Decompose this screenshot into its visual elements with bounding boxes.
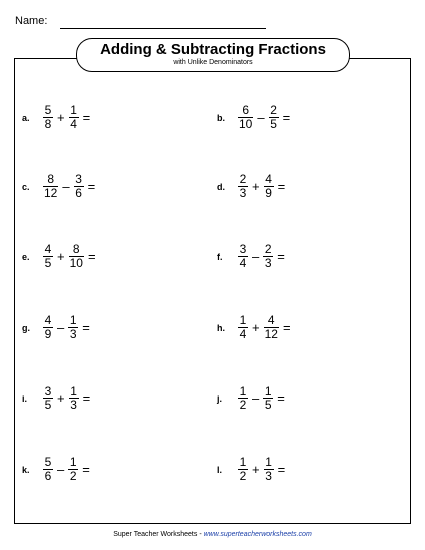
numerator: 3 [44, 384, 52, 398]
denominator: 3 [239, 186, 247, 200]
equals-sign: = [277, 462, 286, 477]
fraction-1 [238, 314, 248, 341]
operator: – [62, 179, 70, 194]
problem-letter: j. [217, 393, 223, 404]
denominator: 8 [44, 117, 52, 131]
numerator: 1 [69, 455, 77, 469]
operator: – [257, 110, 265, 125]
problem-letter: c. [22, 181, 30, 192]
fraction-1 [238, 456, 248, 483]
denominator: 5 [44, 256, 52, 270]
problem-i [22, 385, 90, 412]
denominator: 9 [44, 327, 52, 341]
fraction-1 [43, 385, 53, 412]
numerator: 1 [70, 384, 77, 398]
equals-sign: = [282, 320, 291, 335]
fraction-2 [264, 173, 274, 200]
denominator: 2 [69, 469, 77, 483]
equals-sign: = [277, 249, 285, 264]
operator: + [57, 249, 65, 264]
operator: – [57, 320, 65, 335]
equals-sign: = [282, 110, 291, 125]
title-box [76, 38, 350, 72]
worksheet-title: Adding & Subtracting Fractions [100, 41, 326, 58]
numerator: 1 [265, 455, 272, 469]
problem-h [217, 314, 291, 341]
problem-letter: b. [217, 112, 225, 123]
numerator: 4 [267, 313, 275, 327]
numerator: 4 [44, 313, 52, 327]
operator: – [57, 462, 65, 477]
equals-sign: = [87, 249, 96, 264]
denominator: 6 [44, 469, 52, 483]
problem-g [22, 314, 90, 341]
numerator: 1 [239, 455, 247, 469]
problem-e [22, 243, 96, 270]
numerator: 6 [242, 103, 250, 117]
equals-sign: = [82, 110, 91, 125]
fraction-1 [43, 243, 53, 270]
denominator: 12 [264, 327, 278, 341]
fraction-1 [238, 385, 248, 412]
problem-letter: k. [22, 464, 30, 475]
fraction-2 [69, 385, 79, 412]
denominator: 10 [239, 117, 253, 131]
problem-c [22, 173, 95, 200]
footer-link[interactable]: www.superteacherworksheets.com [203, 531, 312, 538]
numerator: 1 [239, 313, 247, 327]
problem-k [22, 456, 90, 483]
footer-brand: Super Teacher Worksheets [113, 531, 198, 538]
equals-sign: = [82, 462, 90, 477]
problem-letter: l. [217, 464, 223, 475]
denominator: 3 [264, 256, 272, 270]
fraction-2 [68, 456, 78, 483]
numerator: 8 [47, 172, 55, 186]
operator: + [57, 391, 65, 406]
numerator: 1 [264, 384, 272, 398]
numerator: 3 [239, 242, 247, 256]
fraction-2 [269, 104, 279, 131]
problem-j [217, 385, 285, 412]
denominator: 3 [265, 469, 272, 483]
numerator: 2 [239, 172, 247, 186]
equals-sign: = [82, 391, 91, 406]
fraction-1 [43, 104, 53, 131]
equals-sign: = [277, 391, 285, 406]
operator: + [252, 320, 260, 335]
numerator: 4 [265, 172, 272, 186]
name-label: Name: [15, 15, 48, 27]
fraction-1 [43, 456, 53, 483]
problem-letter: h. [217, 322, 225, 333]
denominator: 4 [239, 256, 247, 270]
operator: + [252, 462, 260, 477]
numerator: 2 [264, 242, 272, 256]
denominator: 2 [239, 469, 247, 483]
fraction-2 [263, 243, 273, 270]
denominator: 5 [44, 398, 52, 412]
denominator: 5 [264, 398, 272, 412]
denominator: 12 [44, 186, 58, 200]
fraction-2 [263, 385, 273, 412]
footer [0, 531, 425, 538]
numerator: 1 [70, 103, 77, 117]
numerator: 5 [44, 103, 52, 117]
numerator: 8 [72, 242, 80, 256]
problem-letter: d. [217, 181, 225, 192]
problem-b [217, 104, 290, 131]
denominator: 6 [75, 186, 82, 200]
fraction-2 [74, 173, 84, 200]
denominator: 3 [69, 327, 77, 341]
operator: + [252, 179, 260, 194]
denominator: 9 [265, 186, 272, 200]
problem-l [217, 456, 285, 483]
equals-sign: = [87, 179, 96, 194]
problem-letter: f. [217, 251, 223, 262]
fraction-1 [238, 173, 248, 200]
denominator: 5 [270, 117, 277, 131]
equals-sign: = [277, 179, 286, 194]
denominator: 10 [69, 256, 83, 270]
problem-letter: a. [22, 112, 30, 123]
denominator: 3 [70, 398, 77, 412]
denominator: 2 [239, 398, 247, 412]
fraction-2 [264, 314, 279, 341]
numerator: 2 [270, 103, 277, 117]
equals-sign: = [82, 320, 90, 335]
name-line [60, 28, 266, 29]
fraction-2 [69, 243, 84, 270]
fraction-2 [68, 314, 78, 341]
fraction-1 [43, 173, 58, 200]
operator: – [252, 391, 260, 406]
problem-letter: g. [22, 322, 30, 333]
denominator: 4 [239, 327, 247, 341]
problem-d [217, 173, 285, 200]
problem-letter: i. [22, 393, 28, 404]
problem-f [217, 243, 285, 270]
fraction-1 [238, 104, 253, 131]
numerator: 1 [239, 384, 247, 398]
numerator: 1 [69, 313, 77, 327]
problem-letter: e. [22, 251, 30, 262]
problem-a [22, 104, 90, 131]
fraction-1 [43, 314, 53, 341]
fraction-2 [264, 456, 274, 483]
operator: – [252, 249, 260, 264]
footer-separator: - [197, 531, 204, 538]
numerator: 3 [75, 172, 82, 186]
denominator: 4 [70, 117, 77, 131]
numerator: 4 [44, 242, 52, 256]
operator: + [57, 110, 65, 125]
numerator: 5 [44, 455, 52, 469]
fraction-1 [238, 243, 248, 270]
fraction-2 [69, 104, 79, 131]
worksheet-subtitle: with Unlike Denominators [173, 59, 253, 66]
